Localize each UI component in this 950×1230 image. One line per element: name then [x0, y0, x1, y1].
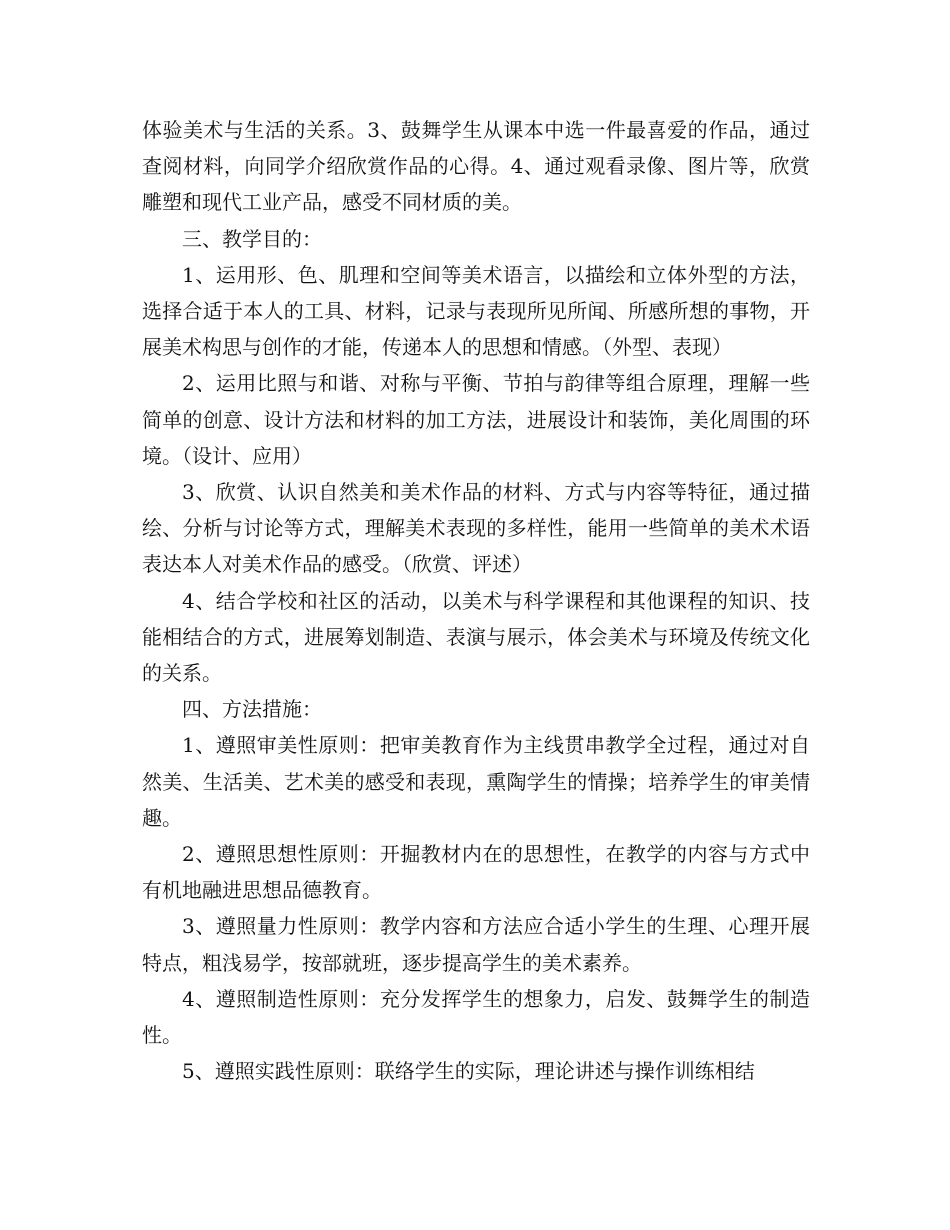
method-item-3: 3、遵照量力性原则：教学内容和方法应合适小学生的生理、心理开展特点，粗浅易学，按部就班，逐步提高学生的美术素养。	[142, 914, 810, 975]
paragraph-continuation: 体验美术与生活的关系。3、鼓舞学生从课本中选一件最喜爱的作品，通过查阅材料，向同学介绍欣赏作品的心得。4、通过观看录像、图片等，欣赏雕塑和现代工业产品，感受不同材质的美。	[142, 118, 810, 215]
method-item-1: 1、遵照审美性原则：把审美教育作为主线贯串教学全过程，通过对自然美、生活美、艺术美的感受和表现，熏陶学生的情操；培养学生的审美情趣。	[142, 733, 810, 830]
document-page	[142, 112, 810, 1089]
method-item-5: 5、遵照实践性原则：联络学生的实际，理论讲述与操作训练相结	[182, 1059, 755, 1084]
method-item-2: 2、遵照思想性原则：开掘教材内在的思想性，在教学的内容与方式中有机地融进思想品德教育。	[142, 842, 810, 903]
goal-item-1: 1、运用形、色、肌理和空间等美术语言，以描绘和立体外型的方法，选择合适于本人的工具、材料，记录与表现所见所闻、所感所想的事物，开展美术构思与创作的才能，传递本人的思想和情感。（外型、表现）	[142, 262, 810, 360]
section-heading-teaching-goals: 三、教学目的：	[182, 226, 322, 251]
goal-item-2: 2、运用比照与和谐、对称与平衡、节拍与韵律等组合原理，理解一些简单的创意、设计方法和材料的加工方法，进展设计和装饰，美化周围的环境。（设计、应用）	[142, 371, 810, 468]
goal-item-3: 3、欣赏、认识自然美和美术作品的材料、方式与内容等特征，通过描绘、分析与讨论等方式，理解美术表现的多样性，能用一些简单的美术术语表达本人对美术作品的感受。（欣赏、评述）	[142, 480, 810, 577]
method-item-4: 4、遵照制造性原则：充分发挥学生的想象力，启发、鼓舞学生的制造性。	[142, 986, 810, 1048]
goal-item-4: 4、结合学校和社区的活动，以美术与科学课程和其他课程的知识、技能相结合的方式，进展筹划制造、表演与展示，体会美术与环境及传统文化的关系。	[142, 588, 810, 686]
section-heading-methods: 四、方法措施：	[182, 697, 322, 722]
